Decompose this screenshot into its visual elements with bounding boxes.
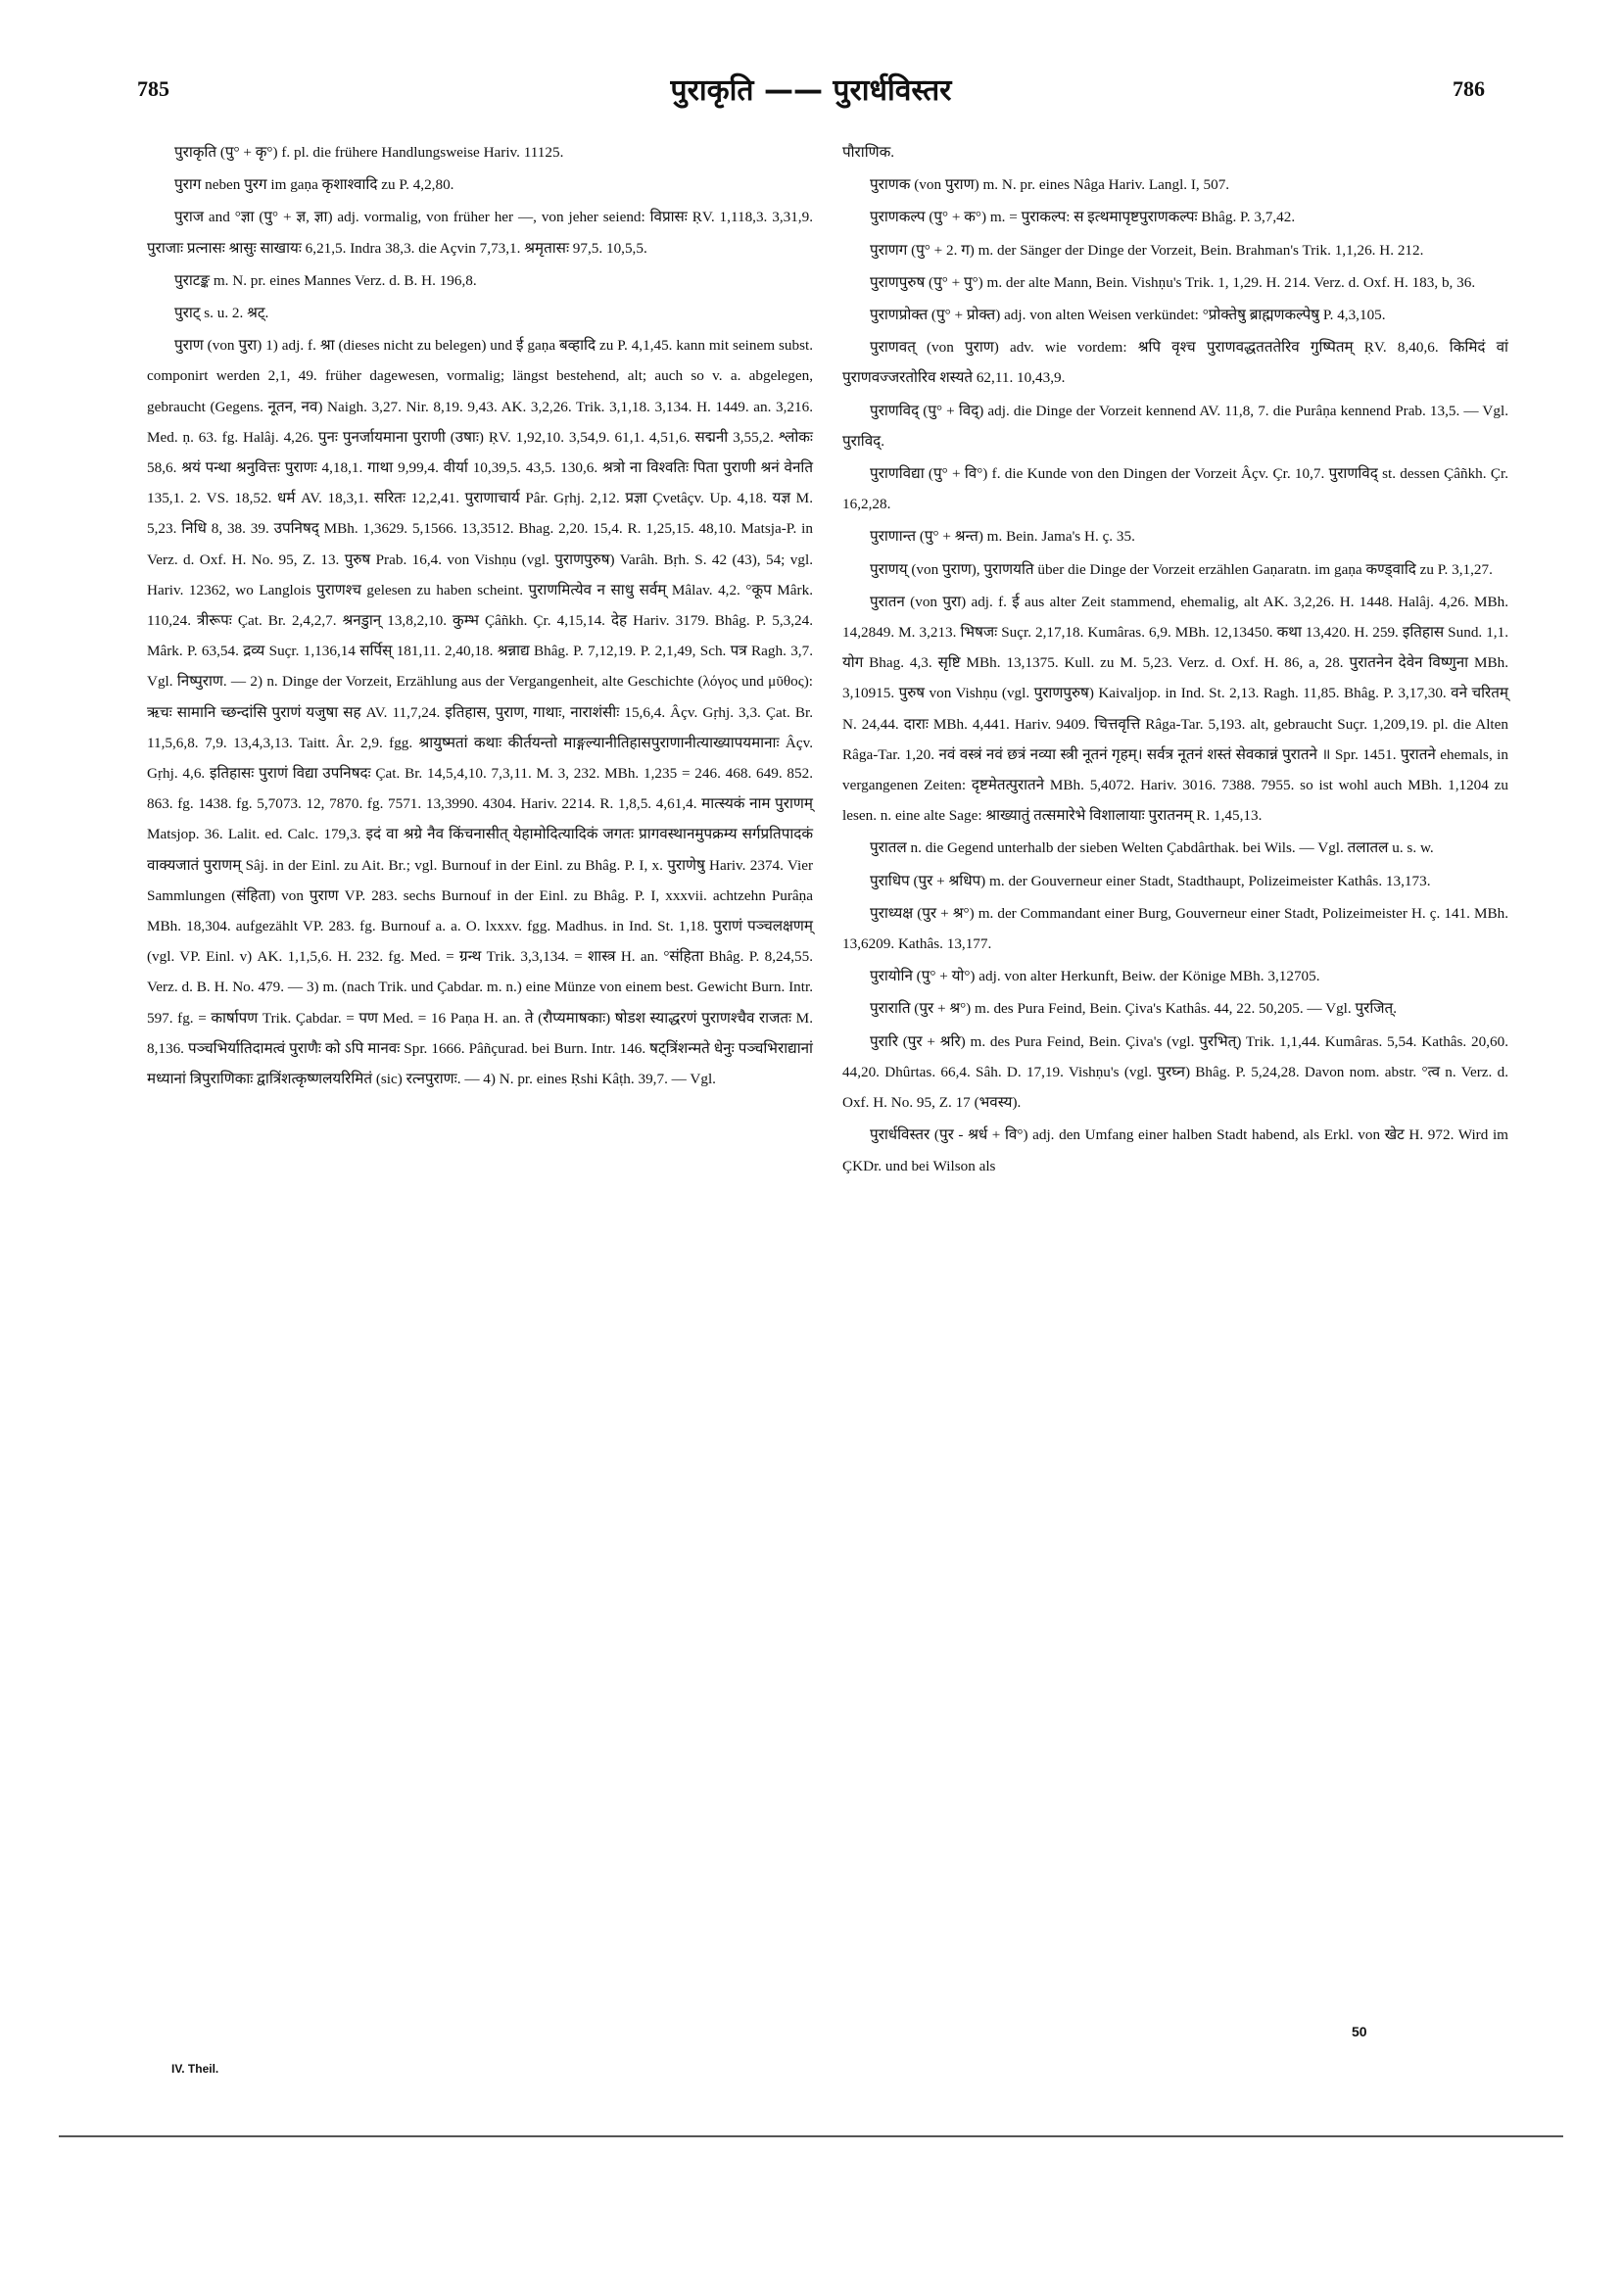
entry-puranaga: पुराणग (पु° + 2. ग) m. der Sänger der Dinge der Vorzeit, Bein. Brahman's Trik. 1,1,26. H. 212. [870, 241, 1424, 259]
entry-puranavat: पुराणवत् (von पुराण) adv. wie vordem: श्रपि वृश्च पुराणवद्धतततेरिव गुष्पितम् ṚV. 8,40,6. किमिदं वां पुराणवज्जरतोरिव शस्यते 62,11. 10,43,9. [842, 339, 1508, 387]
bottom-rule [59, 2135, 1563, 2137]
entry-puratana: पुरातन (von पुरा) adj. f. ई aus alter Zeit stammend, ehemalig, alt AK. 3,2,26. H. 1448. Halâj. 4,26. MBh. 14,2849. M. 3,213. भिषजः Suçr. 2,17,18. Kumâras. 6,9. MBh. 12,13450. कथा 13,420. H. 259. इतिहास Sund. 1,1. योग Bhag. 4,3. सृष्टि MBh. 13,1375. Kull. zu M. 5,23. Verz. d. Oxf. H. 86, a, 28. पुरातनेन देवेन विष्णुना MBh. 3,10915. पुरुष von Vishṇu (vgl. पुराणपुरुष) Kaivaljop. in Ind. St. 2,13. Ragh. 11,85. Bhâg. P. 3,17,30. वने चरितम् N. 24,44. दाराः MBh. 4,441. Hariv. 9409. चित्तवृत्ति Râga-Tar. 5,193. alt, gebraucht Suçr. 1,209,19. pl. die Alten Râga-Tar. 1,20. नवं वस्त्रं नवं छत्रं नव्या स्त्री नूतनं गृहम्। सर्वत्र नूतनं शस्तं सेवकान्नं पुरातने ॥ Spr. 1451. पुरातने ehemals, in vergangenen Zeiten: दृष्टमेतत्पुरातने MBh. 5,4072. Hariv. 3016. 7388. 7955. so ist wohl auch MBh. 1,1204 zu lesen. n. eine alte Sage: श्राख्यातुं तत्समारेभे विशालायाः पुरातनम् R. 1,45,13. [842, 593, 1508, 825]
entry-purari: पुरारि (पुर + श्ररि) m. des Pura Feind, Bein. Çiva's (vgl. पुरभित्) Trik. 1,1,44. Kumâras. 5,54. Kathâs. 20,60. 44,20. Dhûrtas. 66,4. Sâh. D. 17,19. Vishṇu's (vgl. पुरघ्न) Bhâg. P. 5,24,28. Davon nom. abstr. °त्व n. Verz. d. Oxf. H. No. 95, Z. 17 (भवस्य). [842, 1032, 1508, 1112]
entry-purayoni: पुरायोनि (पु° + यो°) adj. von alter Herkunft, Beiw. der Könige MBh. 3,12705. [870, 968, 1320, 985]
entry-puranay: पुराणय् (von पुराण), पुराणयति über die Dinge der Vorzeit erzählen Gaṇaratn. im gaṇa कण्ड्वादि zu P. 3,1,27. [870, 560, 1493, 578]
entry-puradhyaksha: पुराध्यक्ष (पुर + श्र°) m. der Commandant einer Burg, Gouverneur einer Stadt, Polizeimeister H. ç. 141. MBh. 13,6209. Kathâs. 13,177. [842, 904, 1508, 953]
left-column [147, 137, 813, 1096]
page-header [127, 69, 1495, 127]
entry-purat: पुराट् s. u. 2. श्रट्. [174, 305, 269, 322]
entry-puranakalpa: पुराणकल्प (पु° + क°) m. = पुराकल्प: स इत्थमापृष्टपुराणकल्पः Bhâg. P. 3,7,42. [870, 209, 1296, 226]
sheet-number: 50 [1352, 2024, 1367, 2039]
entry-purakrti: पुराकृति (पु° + कृ°) f. pl. die frühere Handlungsweise Hariv. 11125. [174, 144, 564, 161]
entry-puranaka: पुराणक (von पुराण) m. N. pr. eines Nâga Hariv. Langl. I, 507. [870, 176, 1230, 194]
right-column [842, 137, 1508, 1183]
signature-mark: IV. Theil. [171, 2062, 219, 2076]
entry-puranapurusha: पुराणपुरुष (पु° + पु°) m. der alte Mann, Bein. Vishṇu's Trik. 1, 1,29. H. 214. Verz. d. Oxf. H. 183, b, 36. [870, 273, 1476, 291]
right-page-number: 786 [1453, 76, 1485, 101]
entry-puraga: पुराग neben पुरग im gaṇa कृशाश्वादि zu P. 4,2,80. [174, 176, 454, 194]
entry-puranavidya: पुराणविद्या (पु° + वि°) f. die Kunde von den Dingen der Vorzeit Âçv. Çr. 10,7. पुराणविद् st. dessen Çâñkh. Çr. 16,2,28. [842, 465, 1508, 513]
entry-puradhipa: पुराधिप (पुर + श्रधिप) m. der Gouverneur einer Stadt, Stadthaupt, Polizeimeister Kathâs. 13,173. [870, 872, 1431, 889]
running-title: पुराकृति —— पुरार्धविस्तर [670, 73, 952, 108]
entry-purardhavistara: पुरार्धविस्तर (पुर - श्रर्ध + वि°) adj. den Umfang einer halben Stadt habend, als Erkl. von खेट H. 972. Wird im ÇKDr. und bei Wilson als [842, 1126, 1508, 1174]
entry-purana: पुराण (von पुरा) 1) adj. f. श्रा (dieses nicht zu belegen) und ई gaṇa बव्हादि zu P. 4,1,45. kann mit seinem subst. componirt werden 2,1, 49. früher dagewesen, vormalig; längst bestehend, alt; auch so v. a. abgelegen, gebraucht (Gegens. नूतन, नव) Naigh. 3,27. Nir. 8,19. 9,43. AK. 3,2,26. Trik. 3,1,18. 3,134. H. 1449. an. 3,216. Med. ṇ. 63. fg. Halâj. 4,26. पुनः पुनर्जायमाना पुराणी (उषाः) ṚV. 1,92,10. 3,54,9. 61,1. 4,51,6. सद्मनी 3,55,2. श्लोकः 58,6. श्रयं पन्था श्रनुवित्तः पुराणः 4,18,1. गाथा 9,99,4. वीर्या 10,39,5. 43,5. 130,6. श्रत्रो ना विश्वतिः पिता पुराणी श्रनं वेनति 135,1. 2. VS. 18,52. धर्म AV. 18,3,1. सरितः 12,2,41. पुराणाचार्य Pâr. Gṛhj. 2,12. प्रज्ञा Çvetâçv. Up. 4,18. यज्ञ M. 5,23. निधि 8, 38. 39. उपनिषद् MBh. 1,3629. 5,1566. 13,3512. Bhag. 2,20. 15,4. R. 1,25,15. 48,10. Matsja-P. in Verz. d. Oxf. H. No. 95, Z. 13. पुरुष Prab. 16,4. von Vishṇu (vgl. पुराणपुरुष) Varâh. Bṛh. S. 42 (43), 54; vgl. Hariv. 12362, wo Langlois पुराणश्च gelesen zu haben scheint. पुराणमित्येव न साधु सर्वम् Mâlav. 4,2. °कूप Mârk. 110,24. त्रीरूपः Çat. Br. 2,4,2,7. श्रनडुान् 13,8,2,10. कुम्भ Çâñkh. Çr. 4,15,14. देह Hariv. 3179. Bhâg. P. 5,3,24. Mârk. P. 63,54. द्रव्य Suçr. 1,136,14 सर्पिस् 181,11. 2,40,18. श्रन्नाद्य Bhâg. P. 7,12,19. P. 2,1,49, Sch. पत्र Ragh. 3,7. Vgl. निष्पुराण. — 2) n. Dinge der Vorzeit, Erzählung aus der Vergangenheit, alte Geschichte (λόγος und μῦθος): ऋचः सामानि च्छन्दांसि पुराणं यजुषा सह AV. 11,7,24. इतिहास, पुराण, गाथाः, नाराशंसीः 15,6,4. Âçv. Gṛhj. 3,3. Çat. Br. 11,5,6,8. 7,9. 13,4,3,13. Taitt. Âr. 2,9. fgg. श्रायुष्मतां कथाः कीर्तयन्तो माङ्गल्यानीतिहासपुराणानीत्याख्यापयमानाः Âçv. Gṛhj. 4,6. इतिहासः पुराणं विद्या उपनिषदः Çat. Br. 14,5,4,10. 7,3,11. M. 3, 232. MBh. 1,235 = 246. 468. 649. 852. 863. fg. 1438. fg. 5,7073. 12, 7870. fg. 7571. 13,3990. 4304. Hariv. 2214. R. 1,8,5. 4,61,4. मात्स्यकं नाम पुराणम् Matsjop. 36. Lalit. ed. Calc. 179,3. इदं वा श्रग्रे नैव किंचनासीत् येहामोदित्यादिकं जगतः प्रागवस्थानमुपक्रम्य सर्गप्रतिपादकं वाक्यजातं पुराणम् Sâj. in der Einl. zu Ait. Br.; vgl. Burnouf in der Einl. zu Bhâg. P. I, x. पुराणेषु Hariv. 2374. Vier Sammlungen (संहिता) von पुराण VP. 283. sechs Burnouf in der Einl. zu Bhâg. P. I, xxxvii. achtzehn Purâṇa MBh. 18,304. aufgezählt VP. 283. fg. Burnouf a. a. O. lxxxv. fgg. Madhus. in Ind. St. 1,18. पुराणं पञ्चलक्षणम् (vgl. VP. Einl. v) AK. 1,1,5,6. H. 232. fg. Med. = ग्रन्थ Trik. 3,3,134. = शास्त्र H. an. °संहिता Bhâg. P. 8,24,55. Verz. d. B. H. No. 479. — 3) m. (nach Trik. und Çabdar. m. n.) eine Münze von einem best. Gewicht Burn. Intr. 597. fg. = कार्षापण Trik. Çabdar. = पण Med. = 16 Paṇa H. an. ते (रौप्यमाषकाः) षोडश स्याद्धरणं पुराणश्चैव राजतः M. 8,136. पञ्चभिर्यातिदामत्वं पुराणैः को ऽपि मानवः Spr. 1666. Pâñçurad. bei Burn. Intr. 146. षट्त्रिंशन्मते धेनुः पञ्चभिराद्यानां मध्यानां त्रिपुराणिकाः द्वात्रिंशत्कृष्णलयरिमितं (sic) रत्नपुराणः. — 4) N. pr. eines Ṛshi Kâṭh. 39,7. — Vgl. [147, 337, 813, 1088]
entry-puraja: पुराज and °ज्ञा (पु° + ज्ञ, ज्ञा) adj. vormalig, von früher her —, von jeher seiend: विप्रासः ṚV. 1,118,3. 3,31,9. पुराजाः प्रत्नासः श्रासुः साखायः 6,21,5. Indra 38,3. die Açvin 7,73,1. श्रमृतासः 97,5. 10,5,5. [147, 209, 813, 257]
entry-puratala: पुरातल n. die Gegend unterhalb der sieben Welten Çabdârthak. bei Wils. — Vgl. तलातल u. s. w. [870, 839, 1434, 857]
entry-continuation: पौराणिक. [842, 144, 895, 161]
entry-puratanka: पुराटङ्क m. N. pr. eines Mannes Verz. d. B. H. 196,8. [174, 271, 477, 289]
entry-puranavid: पुराणविद् (पु° + विद्) adj. die Dinge der Vorzeit kennend AV. 11,8, 7. die Purâṇa kennend Prab. 13,5. — Vgl. पुराविद्. [842, 402, 1508, 450]
entry-purananta: पुराणान्त (पु° + श्रन्त) m. Bein. Jama's H. ç. 35. [870, 528, 1135, 546]
entry-purarati: पुराराति (पुर + श्र°) m. des Pura Feind, Bein. Çiva's Kathâs. 44, 22. 50,205. — Vgl. पुरजित्. [870, 1000, 1397, 1018]
left-page-number: 785 [137, 76, 169, 101]
entry-puranaprokta: पुराणप्रोक्त (पु° + प्रोक्त) adj. von alten Weisen verkündet: °प्रोक्तेषु ब्राह्मणकल्पेषु P. 4,3,105. [870, 307, 1386, 324]
